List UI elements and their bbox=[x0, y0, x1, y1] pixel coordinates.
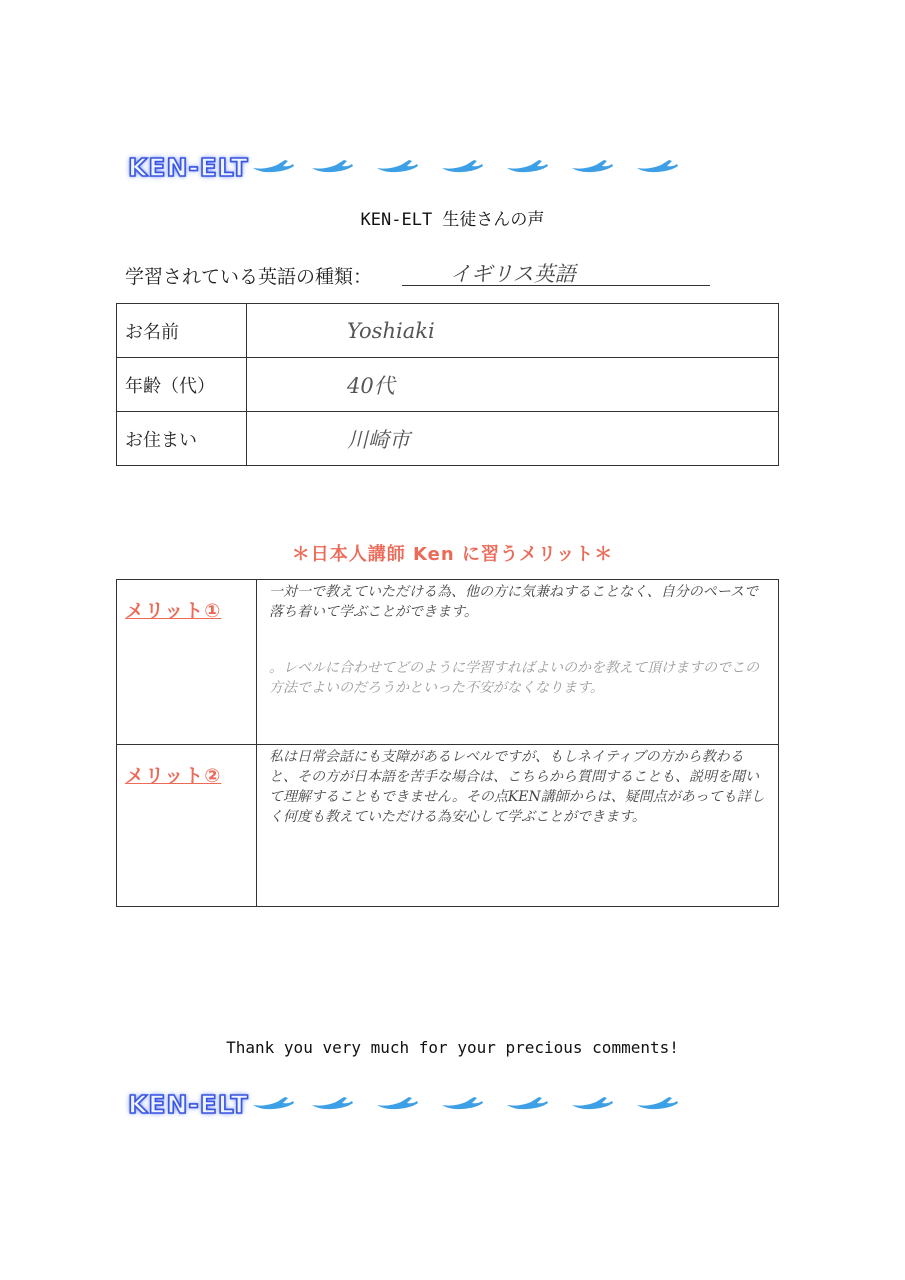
airplane-icon bbox=[308, 1093, 356, 1115]
merit-1-text: 一対一で教えていただける為、他の方に気兼ねすることなく、自分のペースで落ち着いて学ぶことができます。 bbox=[269, 584, 759, 620]
name-value: Yoshiaki bbox=[247, 304, 779, 358]
merit-1-label: メリット① bbox=[117, 580, 257, 745]
airplane-icon bbox=[251, 1093, 295, 1115]
airplane-icon bbox=[503, 156, 551, 178]
airplane-icon bbox=[438, 156, 486, 178]
airplane-icon bbox=[373, 1093, 421, 1115]
airplane-row bbox=[251, 156, 698, 178]
table-row bbox=[117, 580, 779, 745]
merit-2-label: メリット② bbox=[117, 745, 257, 907]
airplane-row bbox=[251, 1093, 698, 1115]
top-banner bbox=[128, 150, 778, 184]
airplane-icon bbox=[373, 156, 421, 178]
age-value: 40代 bbox=[247, 358, 779, 412]
airplane-icon bbox=[568, 156, 616, 178]
airplane-icon bbox=[633, 156, 681, 178]
merits-heading: ＊日本人講師 Ken に習うメリット＊ bbox=[291, 544, 614, 565]
merit-1-cell bbox=[257, 580, 779, 745]
table-row bbox=[117, 304, 779, 358]
table-row bbox=[117, 412, 779, 466]
residence-label: お住まい bbox=[117, 412, 247, 466]
merits-table bbox=[116, 579, 779, 907]
profile-table bbox=[116, 303, 779, 466]
table-row bbox=[117, 358, 779, 412]
airplane-icon bbox=[503, 1093, 551, 1115]
thanks-message: Thank you very much for your precious comments! bbox=[226, 1038, 679, 1057]
name-label: お名前 bbox=[117, 304, 247, 358]
bottom-banner bbox=[128, 1087, 778, 1121]
language-value: イギリス英語 bbox=[450, 262, 576, 286]
merit-1-note: 。レベルに合わせてどのように学習すればよいのかを教えて頂けますのでこの方法でよいのだろうかといった不安がなくなります。 bbox=[269, 660, 759, 696]
merit-2-text: 私は日常会話にも支障があるレベルですが、もしネイティブの方から教わると、その方が日本語を苦手な場合は、こちらから質問することも、説明を聞いて理解することもできません。その点KEN講師からは、疑問点があっても詳しく何度も教えていただける為安心して学ぶことができます。 bbox=[269, 749, 765, 825]
page-title: KEN-ELT 生徒さんの声 bbox=[360, 210, 545, 230]
airplane-icon bbox=[568, 1093, 616, 1115]
airplane-icon bbox=[438, 1093, 486, 1115]
residence-value: 川崎市 bbox=[247, 412, 779, 466]
airplane-icon bbox=[633, 1093, 681, 1115]
ken-elt-logo: KEN-ELT bbox=[128, 1089, 249, 1119]
ken-elt-logo: KEN-ELT bbox=[128, 152, 249, 182]
table-row bbox=[117, 745, 779, 907]
language-label: 学習されている英語の種類： bbox=[125, 266, 373, 288]
age-label: 年齢（代） bbox=[117, 358, 247, 412]
airplane-icon bbox=[308, 156, 356, 178]
merit-2-cell bbox=[257, 745, 779, 907]
airplane-icon bbox=[251, 156, 295, 178]
